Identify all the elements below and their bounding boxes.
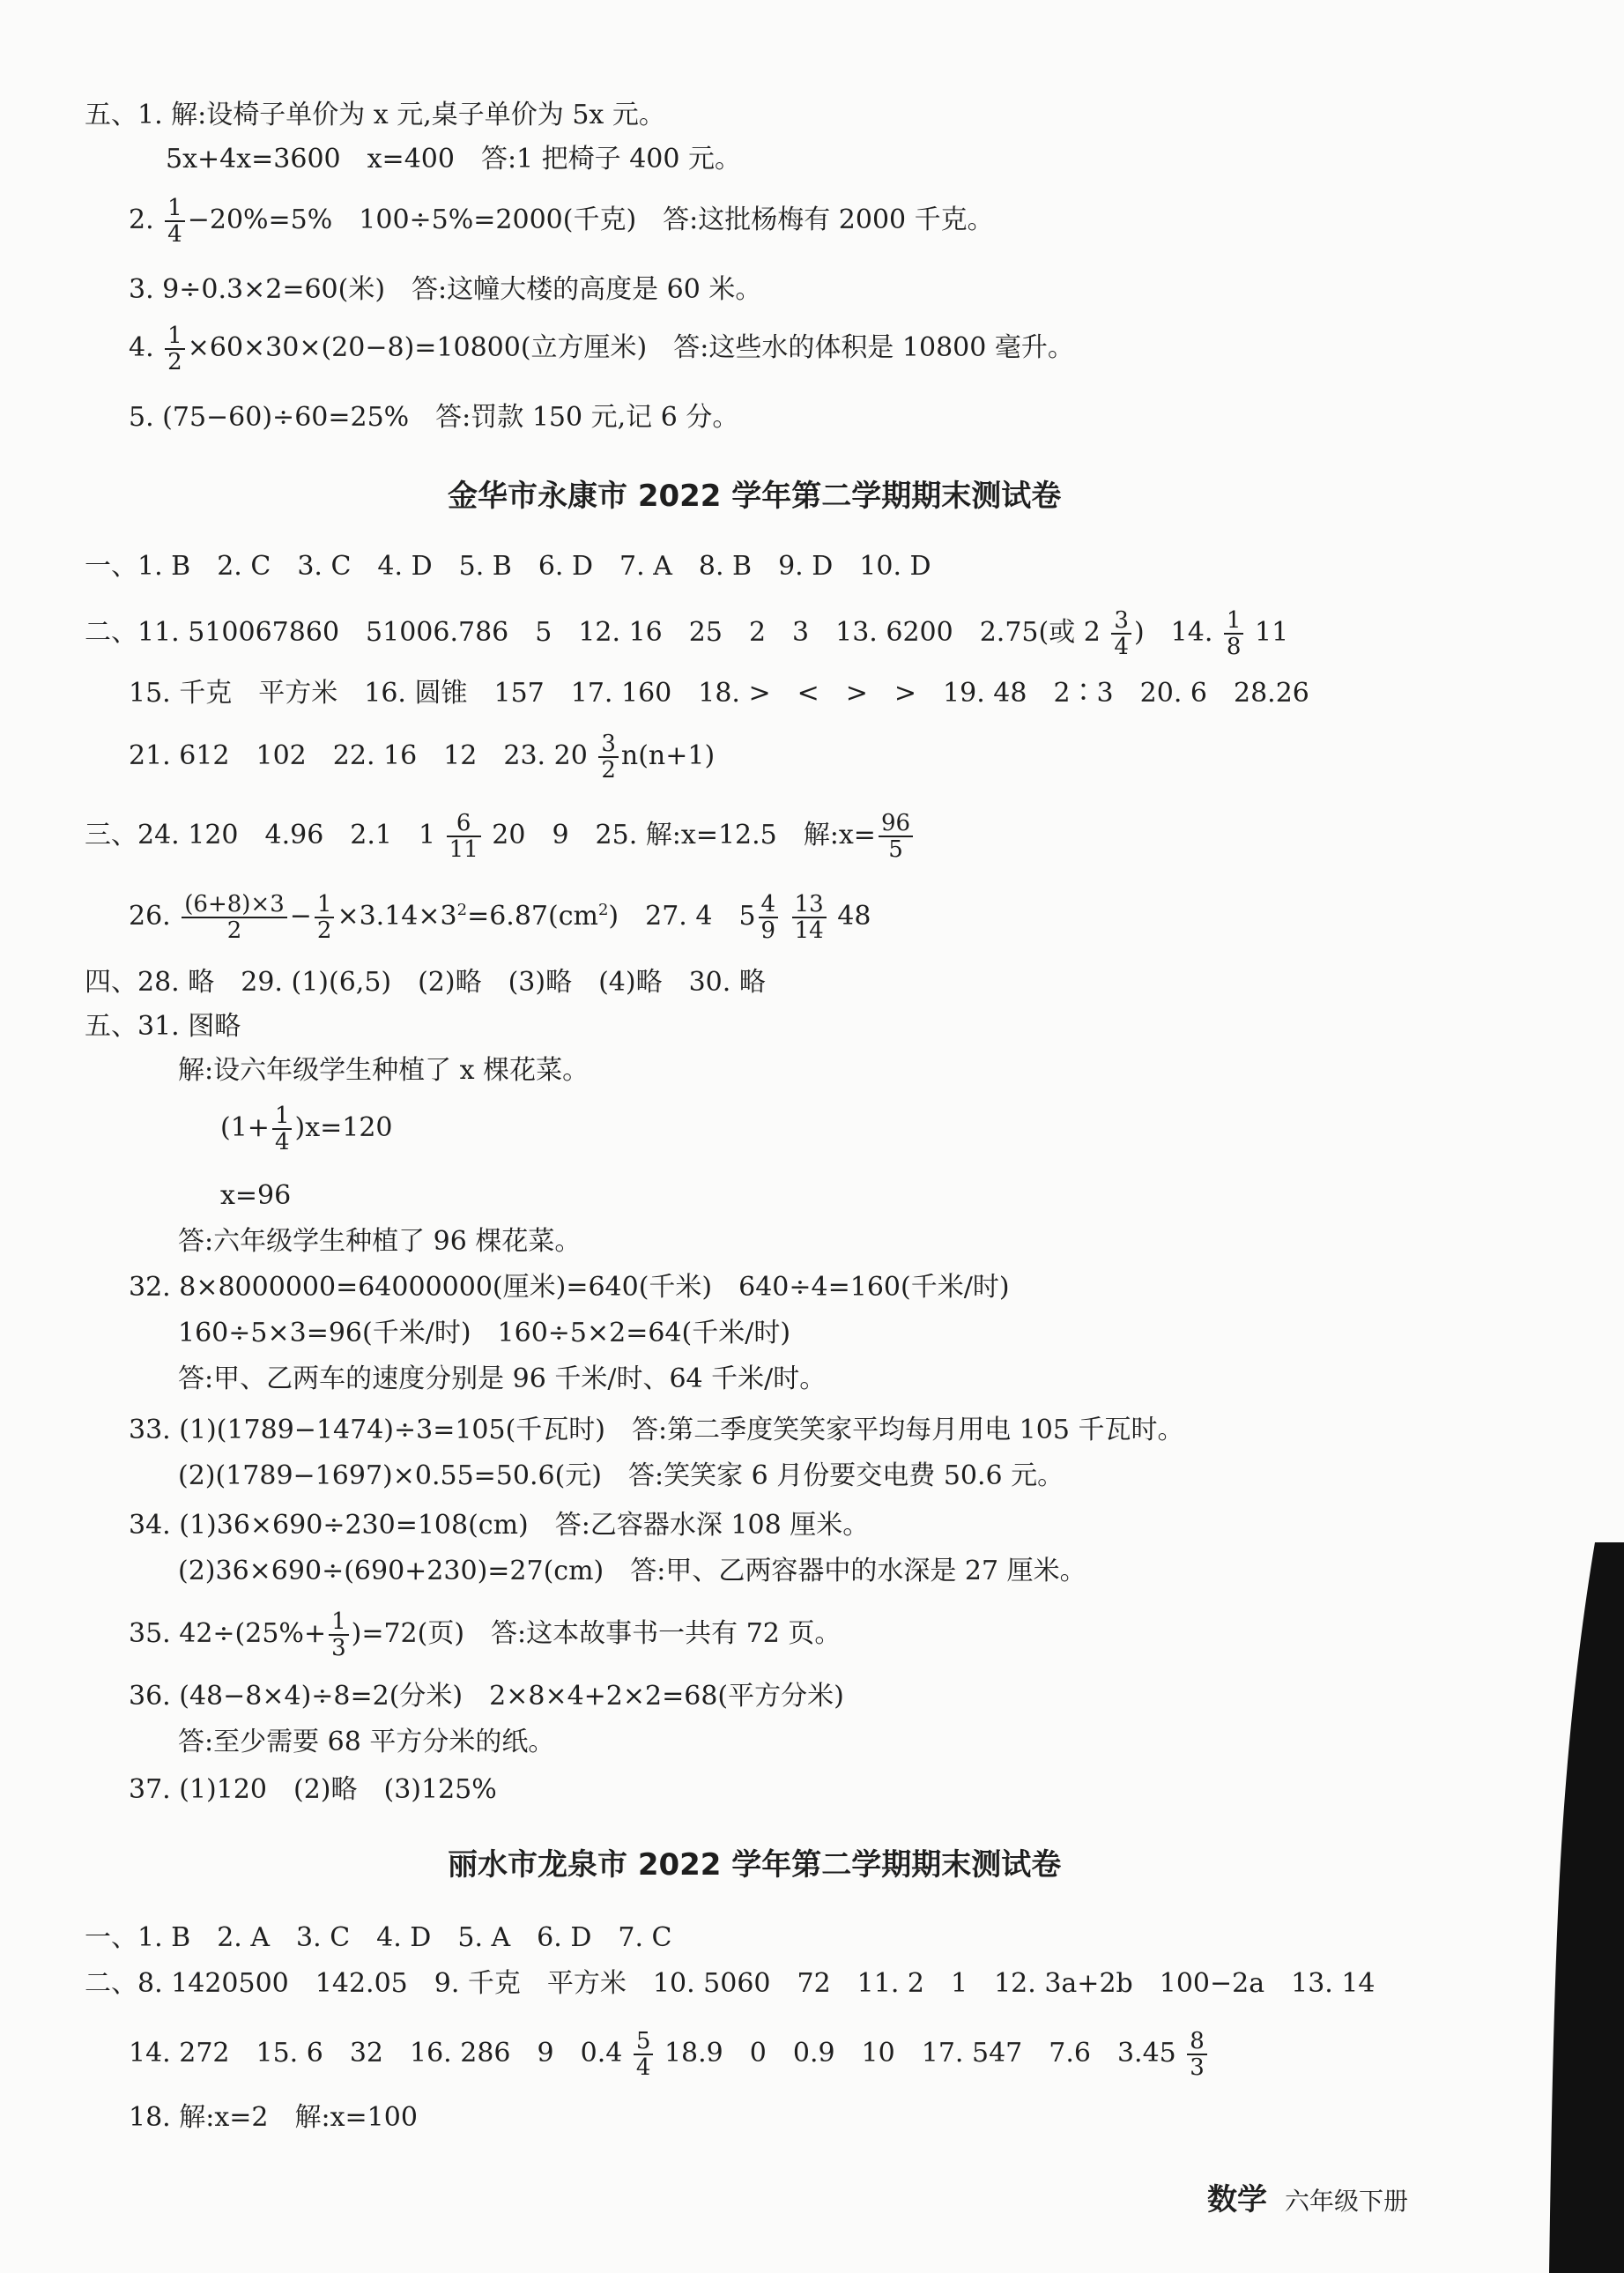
fraction: $\frac{4}{9}$ <box>759 892 779 943</box>
fraction: $\frac{96}{5}$ <box>879 811 913 862</box>
answer-line: 34. (1)36×690÷230=108(cm) 答:乙容器水深 108 厘米。 <box>129 1510 870 1541</box>
fraction: $\frac{1}{2}$ <box>165 323 185 375</box>
answer-line: x=96 <box>220 1180 292 1211</box>
answer-line: 五、31. 图略 <box>85 1011 241 1042</box>
answer-line: (1+ $\frac{1}{4}$ )x=120 <box>220 1103 393 1155</box>
answer-line: 32. 8×8000000=64000000(厘米)=640(千米) 640÷4=160(千米/时) <box>129 1272 1010 1303</box>
answer-line: 18. 解:x=2 解:x=100 <box>129 2102 418 2133</box>
fraction: $\frac{1}{4}$ <box>272 1103 293 1155</box>
answer-line: (2)(1789−1697)×0.55=50.6(元) 答:笑笑家 6 月份要交电费 50.6 元。 <box>178 1460 1064 1491</box>
answer-line: 二、8. 1420500 142.05 9. 千克 平方米 10. 5060 72 11. 2 1 12. 3a+2b 100−2a 13. 14 <box>85 1968 1376 1999</box>
answer-line: 2. $\frac{1}{4}$ −20%=5% 100÷5%=2000(千克) 答:这批杨梅有 2000 千克。 <box>129 195 994 248</box>
fraction: $\frac{1}{3}$ <box>329 1609 349 1660</box>
scan-shadow <box>1516 1542 1624 2273</box>
answer-line: 5x+4x=3600 x=400 答:1 把椅子 400 元。 <box>166 144 742 175</box>
answer-line: 26. $\frac{(6+8)\times 3}{2}$ − $\frac{1}{2}$ $\times 3.14\times 3^2=6.87(cm^2)$ 27. 4 5 $\frac{4}{9}$ $\frac{13}{14}$ 48 <box>129 891 871 944</box>
answer-line: 答:至少需要 68 平方分米的纸。 <box>178 1727 555 1757</box>
answer-line: 37. (1)120 (2)略 (3)125% <box>129 1774 497 1805</box>
fraction: $\frac{1}{8}$ <box>1224 608 1244 659</box>
fraction: $\frac{13}{14}$ <box>792 892 827 943</box>
section-title: 金华市永康市 2022 学年第二学期期末测试卷 <box>448 479 1062 514</box>
answer-line: 5. (75−60)÷60=25% 答:罚款 150 元,记 6 分。 <box>129 402 739 433</box>
answer-line: 答:六年级学生种植了 96 棵花菜。 <box>178 1226 582 1257</box>
answer-line: 160÷5×3=96(千米/时) 160÷5×2=64(千米/时) <box>178 1318 791 1348</box>
fraction: $\frac{1}{4}$ <box>165 196 185 247</box>
answer-line: 33. (1)(1789−1474)÷3=105(千瓦时) 答:第二季度笑笑家平均每月用电 105 千瓦时。 <box>129 1415 1184 1445</box>
section-title: 丽水市龙泉市 2022 学年第二学期期末测试卷 <box>448 1847 1062 1883</box>
answer-line: 4. $\frac{1}{2}$ ×60×30×(20−8)=10800(立方厘米) 答:这些水的体积是 10800 毫升。 <box>129 323 1074 375</box>
fraction: $\frac{(6+8)\times 3}{2}$ <box>182 892 286 943</box>
fraction: $\frac{8}{3}$ <box>1187 2029 1207 2080</box>
answer-line: 21. 612 102 22. 16 12 23. 20 $\frac{3}{2}$ n(n+1) <box>129 731 716 784</box>
answer-line: 五、1. 解:设椅子单价为 x 元,桌子单价为 5x 元。 <box>85 100 665 130</box>
answer-line: 答:甲、乙两车的速度分别是 96 千米/时、64 千米/时。 <box>178 1363 827 1394</box>
answer-line: 一、1. B 2. C 3. C 4. D 5. B 6. D 7. A 8. B 9. D 10. D <box>85 551 931 582</box>
fraction: $\frac{6}{11}$ <box>447 811 481 862</box>
answer-line: 14. 272 15. 6 32 16. 286 9 0.4 $\frac{5}{4}$ 18.9 0 0.9 10 17. 547 7.6 3.45 $\frac{8}{3}$ <box>129 2029 1210 2080</box>
grade-label: 六年级下册 <box>1285 2187 1409 2216</box>
answer-line: (2)36×690÷(690+230)=27(cm) 答:甲、乙两容器中的水深是 27 厘米。 <box>178 1556 1086 1586</box>
answer-line: 3. 9÷0.3×2=60(米) 答:这幢大楼的高度是 60 米。 <box>129 274 762 305</box>
fraction: $\frac{3}{2}$ <box>598 732 619 783</box>
answer-line: 一、1. B 2. A 3. C 4. D 5. A 6. D 7. C <box>85 1922 672 1953</box>
fraction: $\frac{5}{4}$ <box>634 2029 654 2080</box>
answer-line: 36. (48−8×4)÷8=2(分米) 2×8×4+2×2=68(平方分米) <box>129 1681 844 1712</box>
answer-line: 15. 千克 平方米 16. 圆锥 157 17. 160 18. > < > > 19. 48 2∶3 20. 6 28.26 <box>129 678 1309 709</box>
answer-line: 二、11. 510067860 51006.786 5 12. 16 25 2 3 13. 6200 2.75(或 2 $\frac{3}{4}$ ) 14. $\frac{1}{8}$ 11 <box>85 607 1289 660</box>
answer-line: 35. 42÷(25%+ $\frac{1}{3}$ )=72(页) 答:这本故事书一共有 72 页。 <box>129 1608 842 1661</box>
answer-line: 三、24. 120 4.96 2.1 1 $\frac{6}{11}$ 20 9 25. 解:x=12.5 解:x= $\frac{96}{5}$ <box>85 811 916 862</box>
fraction: $\frac{1}{2}$ <box>315 892 335 943</box>
answer-line: 解:设六年级学生种植了 x 棵花菜。 <box>178 1055 590 1086</box>
fraction: $\frac{3}{4}$ <box>1111 608 1131 659</box>
answer-line: 四、28. 略 29. (1)(6,5) (2)略 (3)略 (4)略 30. 略 <box>85 967 766 998</box>
subject-label: 数学 <box>1207 2182 1267 2217</box>
page-footer <box>1207 2175 1408 2218</box>
